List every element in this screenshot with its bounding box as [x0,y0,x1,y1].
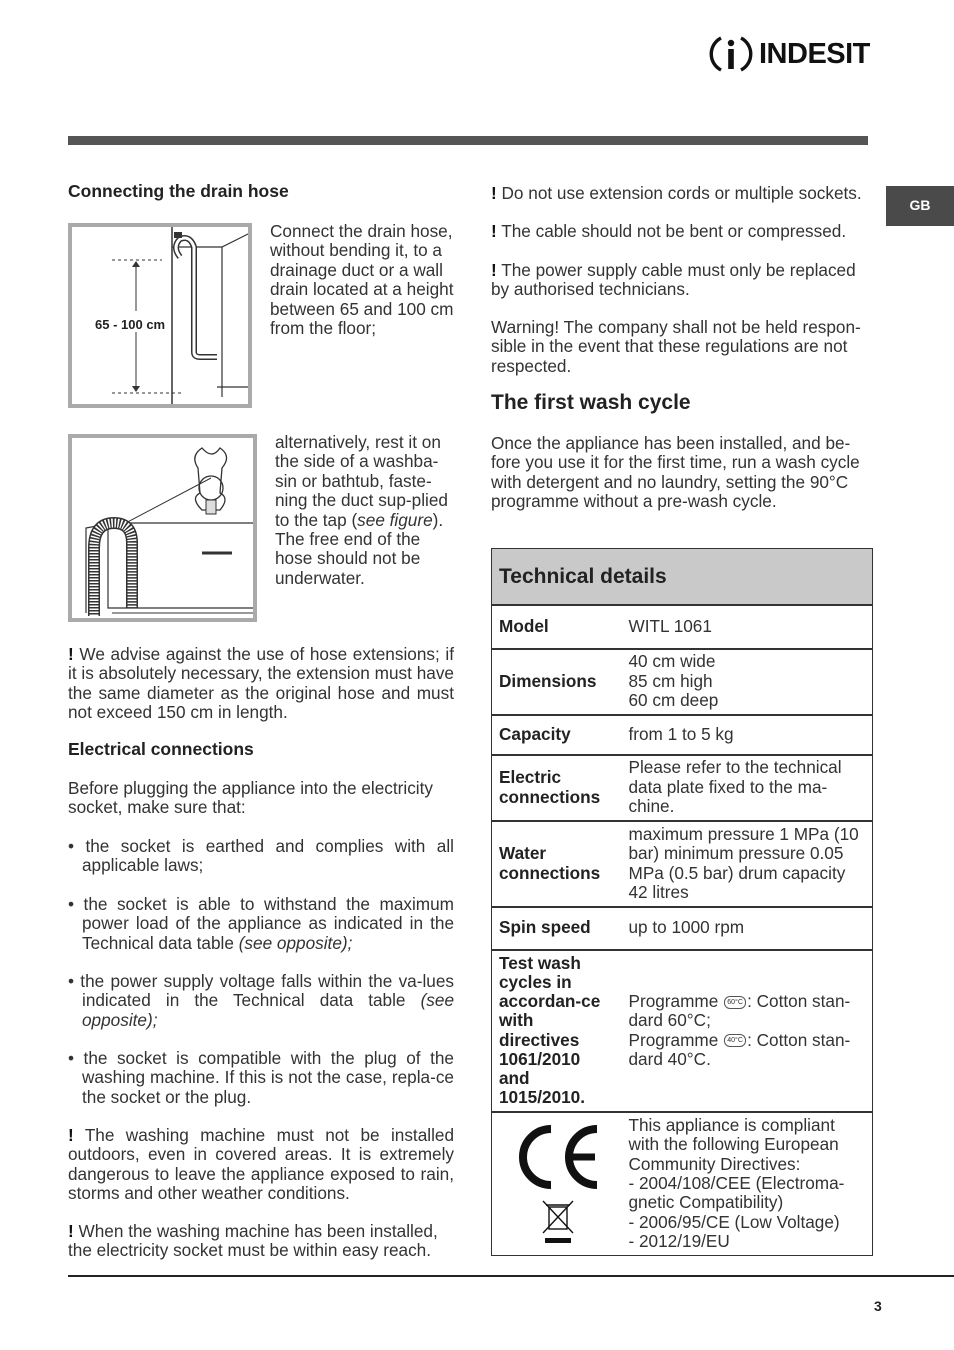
ce-mark-icon [507,1117,607,1247]
table-row: Water connections maximum pressure 1 MPa (10 bar) minimum pressure 0.05 MPa (0.5 bar) drum capacity 42 litres [492,821,873,907]
header-rule [68,136,868,145]
cotton-40-icon: 40°C [724,1034,746,1047]
crossed-bin-icon [543,1201,573,1243]
table-row: Electric connections Please refer to the technical data plate fixed to the ma-chine. [492,755,873,821]
bullet-earthed: • the socket is earthed and complies with all applicable laws; [68,836,454,876]
hose-extension-warning: ! We advise against the use of hose extensions; if it is absolutely necessary, the extension must have the same diameter as the original hose and must not exceed 150 cm in length. [68,644,455,723]
washbasin-diagram [72,438,253,618]
extension-cord-warning: ! Do not use extension cords or multiple sockets. [491,183,862,203]
electrical-heading: Electrical connections [68,739,254,759]
drain-instruction-text: Connect the drain hose, without bending it, to a drainage duct or a wall drain located at a height between 65 and 100 cm from the floor; [270,221,454,339]
cotton-60-icon: 60°C [724,996,746,1009]
electrical-intro: Before plugging the appliance into the electricity socket, make sure that: [68,778,433,818]
bullet-plug: • the socket is compatible with the plug of the washing machine. If this is not the case, repla-ce the socket or the plug. [68,1048,454,1107]
test-programme-60: Programme 60°C : Cotton stan-dard 60°C; [628,990,851,1031]
table-row: Capacity from 1 to 5 kg [492,715,873,755]
table-row: This appliance is compliant with the following European Community Directives: - 2004/108/CEE (Electroma-gnetic Compatibility) - 2006/95/CE (Low Voltage) - 2012/19/EU [492,1112,873,1256]
technical-details-title: Technical details [492,549,873,605]
washbasin-figure [68,434,257,622]
drain-hose-heading: Connecting the drain hose [68,181,289,201]
footer-rule [68,1275,954,1277]
bullet-power-load: • the socket is able to withstand the maximum power load of the appliance as indicated in the Technical data table (see opposite); [68,894,454,953]
first-wash-text: Once the appliance has been installed, and be-fore you use it for the first time, run a wash cycle with detergent and no laundry, setting the 90°C programme without a pre-wash cycle. [491,433,860,512]
warning-mark: ! [491,221,497,241]
page-number: 3 [874,1298,882,1314]
cable-replace-warning: ! The power supply cable must only be replaced by authorised technicians. [491,260,856,300]
warning-mark: ! [68,644,74,664]
table-row: Spin speed up to 1000 rpm [492,907,873,950]
height-label: 65 - 100 cm [95,317,166,332]
drain-height-figure [68,223,252,408]
test-programme-40: Programme 40°C : Cotton stan-dard 40°C. [628,1029,851,1069]
warning-mark: ! [491,260,497,280]
outdoor-warning: ! The washing machine must not be installed outdoors, even in covered areas. It is extremely dangerous to leave the appliance exposed to rain, storms and other weather conditions. [68,1125,455,1204]
company-liability-warning: Warning! The company shall not be held respon-sible in the event that these regulations are not respected. [491,317,861,376]
first-wash-heading: The first wash cycle [491,391,691,414]
bullet-voltage: • the power supply voltage falls within the va-lues indicated in the Technical data table (see opposite); [68,971,454,1030]
socket-reach-warning: ! When the washing machine has been installed, the electricity socket must be within easy reach. [68,1221,438,1261]
warning-mark: ! [491,183,497,203]
table-row: Model WITL 1061 [492,605,873,649]
warning-mark: ! [68,1125,74,1145]
technical-details-table [491,548,873,1256]
logo-wordmark: INDESIT [759,38,870,70]
washbasin-instruction-text: alternatively, rest it on the side of a washba-sin or bathtub, faste-ning the duct sup-plied to the tap (see figure). The free end of the hose should not be underwater. [275,432,448,588]
language-tab: GB [886,186,954,226]
cable-bend-warning: ! The cable should not be bent or compressed. [491,221,847,241]
table-row: Dimensions 40 cm wide 85 cm high 60 cm deep [492,649,873,715]
indesit-logo [707,32,872,76]
indesit-logo-icon [707,32,755,76]
table-row: Test wash cycles in accordan-ce with directives 1061/2010 and 1015/2010. Programme 60°C : Cotton stan-dard 60°C; Programme 40°C : Cotton stan-dard 40°C. [492,950,873,1112]
warning-mark: ! [68,1221,74,1241]
